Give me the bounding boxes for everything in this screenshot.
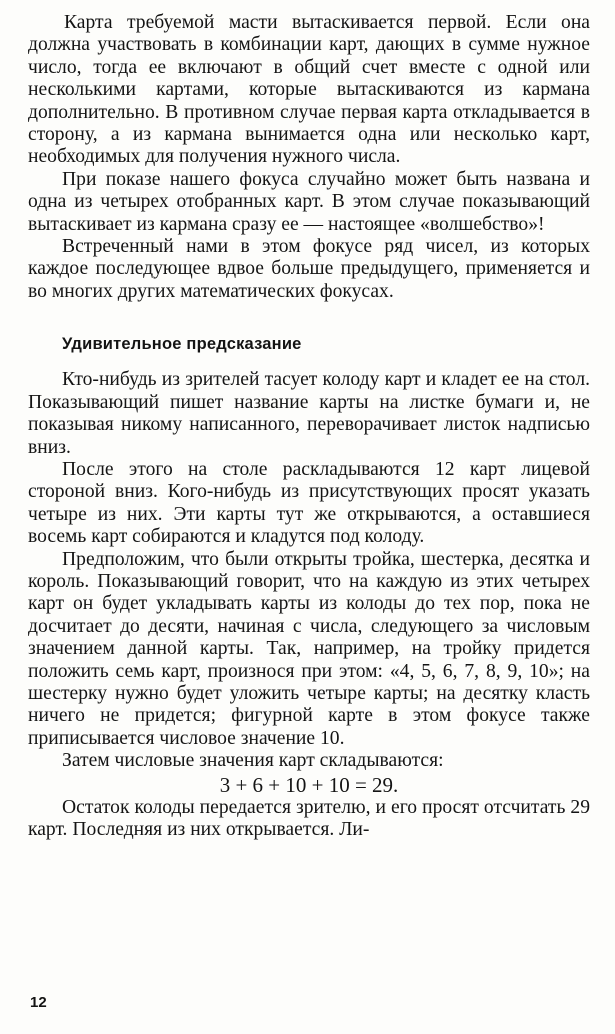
paragraph-8: Остаток колоды передается зрителю, и его просят отсчитать 29 карт. Последняя из них открывается. Ли- [28,796,590,840]
paragraph-6: Предположим, что были открыты тройка, шестерка, десятка и король. Показывающий говорит, что на каждую из этих четырех карт он будет укладывать карты из колоды до тех пор, пока не досчитает до десяти, начиная с числа, следующего за числовым значением данной карты. Так, например, на тройку придется положить семь карт, произнося при этом: «4, 5, 6, 7, 8, 9, 10»; на шестерку нужно будет уложить четыре карты; на десятку класть ничего не придется; фигурной карте в этом фокусе также приписывается числовое значение 10. [28,548,590,749]
sum-formula: 3 + 6 + 10 + 10 = 29. [219,772,399,797]
page-number: 12 [30,994,47,1011]
paragraph-1: Карта требуемой масти вытаскивается первой. Если она должна участвовать в комбинации карт, дающих в сумме нужное число, тогда ее включают в общий счет вместе с одной или несколькими картами, которые вытаскиваются из кармана дополнительно. В противном случае первая карта откладывается в сторону, а из кармана вынимается одна или несколько карт, необходимых для получения нужного числа. [28,12,590,168]
page-text [28,12,590,841]
paragraph-7: Затем числовые значения карт складываются: [62,750,444,772]
paragraph-3: Встреченный нами в этом фокусе ряд чисел, из которых каждое последующее вдвое больше предыдущего, применяется и во многих других математических фокусах. [28,236,590,302]
section-heading: Удивительное предсказание [62,335,302,354]
paragraph-5: После этого на столе раскладываются 12 карт лицевой стороной вниз. Кого-нибудь из присутствующих просят указать четыре из них. Эти карты тут же открываются, а оставшиеся восемь карт собираются и кладутся под колоду. [28,458,590,548]
paragraph-4: Кто-нибудь из зрителей тасует колоду карт и кладет ее на стол. Показывающий пишет название карты на листке бумаги и, не показывая никому написанного, переворачивает листок надписью вниз. [28,369,590,458]
paragraph-2: При показе нашего фокуса случайно может быть названа и одна из четырех отобранных карт. В этом случае показывающий вытаскивает из кармана сразу ее — настоящее «волшебство»! [28,168,590,235]
